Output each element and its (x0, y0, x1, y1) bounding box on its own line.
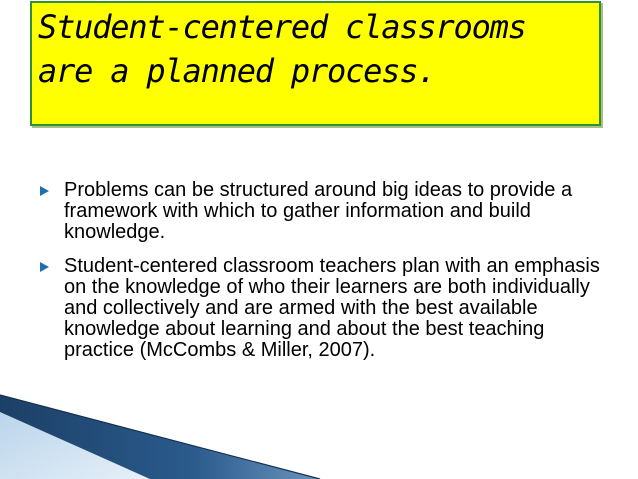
bullet-text: Student-centered classroom teachers plan with an emphasis on the knowledge of who their learners are both individually and collectively and are armed with the best available knowledge about learning and about the best teaching practice (McCombs & Miller, 2007). (64, 255, 600, 361)
bullet-list (40, 180, 610, 374)
corner-dark-wedge (0, 395, 320, 479)
right-triangle-bullet-icon (40, 262, 49, 272)
corner-wedge-edge (0, 395, 320, 479)
bullet-text: Problems can be structured around big ideas to provide a framework with which to gather information and build knowledge. (64, 179, 573, 243)
right-triangle-bullet-icon (40, 186, 49, 196)
bullet-item (40, 180, 610, 243)
bullet-item (40, 256, 610, 361)
title-box (30, 1, 601, 126)
slide-title: Student-centered classrooms are a planned process. (38, 8, 526, 90)
corner-light-wedge (0, 400, 150, 479)
